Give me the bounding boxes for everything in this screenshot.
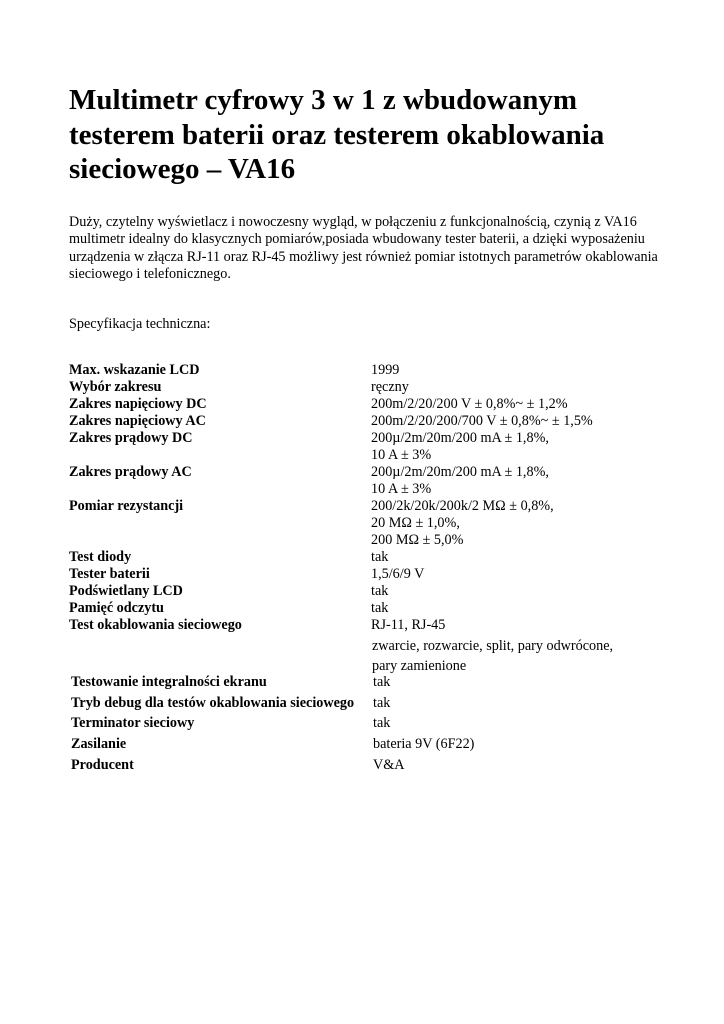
spec-value-line: 20 MΩ ± 1,0%, [371,515,460,531]
spec-row [71,734,671,755]
spec-value-line: 200 MΩ ± 5,0% [371,532,464,548]
spec-value [371,430,669,464]
spec-value-line: 200m/2/20/200 V ± 0,8%~ ± 1,2% [371,396,568,412]
spec-label: Zakres napięciowy DC [69,396,207,412]
spec-value [371,617,669,634]
spec-value: tak [373,673,391,690]
spec-heading: Specyfikacja techniczna: [69,316,211,332]
spec-value-line: 10 A ± 3% [371,447,432,463]
spec-label: Podświetlany LCD [69,583,183,599]
spec-label: Zakres prądowy DC [69,430,193,446]
spec-value [371,464,669,498]
spec-row [71,693,671,714]
spec-row [69,617,669,634]
spec-row [71,755,671,776]
spec-label: Zakres prądowy AC [69,464,192,480]
spec-label: Terminator sieciowy [71,715,195,732]
spec-label: Testowanie integralności ekranu [71,673,267,690]
spec-value-line: tak [371,549,389,565]
spec-value [371,549,669,566]
spec-label: Wybór zakresu [69,379,162,395]
spec-label: Zasilanie [71,735,127,752]
spec-value-line: RJ-11, RJ-45 [371,617,446,633]
spec-row [69,362,669,379]
spec-label: Tester baterii [69,566,150,582]
spec-row [69,566,669,583]
spec-value: tak [373,715,391,732]
spec-value [371,583,669,600]
spec-value [371,600,669,617]
spec-value: tak [373,694,391,711]
spec-value: bateria 9V (6F22) [373,735,475,752]
spec-row [69,396,669,413]
spec-value-line: 200µ/2m/20m/200 mA ± 1,8%, [371,464,549,480]
spec-value-line: tak [371,583,389,599]
spec-value [371,413,669,430]
spec-value-line: 10 A ± 3% [371,481,432,497]
spec-value [371,362,669,379]
spec-value [371,498,669,549]
spec-table-secondary [71,672,671,775]
spec-row [69,379,669,396]
spec-row [69,464,669,498]
spec-value-line: tak [371,600,389,616]
spec-row [69,498,669,549]
spec-label: Max. wskazanie LCD [69,362,200,378]
spec-row [69,583,669,600]
spec-value [371,566,669,583]
spec-row [69,549,669,566]
spec-label: Test diody [69,549,132,565]
spec-value-line: 1999 [371,362,400,378]
spec-extra-line: pary zamienione [372,658,467,674]
page-title: Multimetr cyfrowy 3 w 1 z wbudowanym testerem baterii oraz testerem okablowania sieciowego – VA16 [69,84,605,185]
intro-paragraph: Duży, czytelny wyświetlacz i nowoczesny wygląd, w połączeniu z funkcjonalnością, czynią z VA16 multimetr idealny do klasycznych pomiarów,posiada wbudowany tester baterii, a dzięki wyposażeniu urządzenia w złącza RJ-11 oraz RJ-45 możliwy jest również pomiar istotnych parametrów okablowania sieciowego i telefonicznego. [69,214,658,282]
spec-row [69,413,669,430]
spec-extra-line: zwarcie, rozwarcie, split, pary odwrócone, [372,638,614,654]
spec-row [69,600,669,617]
spec-label: Test okablowania sieciowego [69,617,242,633]
spec-label: Tryb debug dla testów okablowania sieciowego [71,694,355,711]
spec-extra-values [372,636,669,676]
spec-label: Producent [71,756,134,773]
spec-row [71,672,671,693]
spec-value-line: 200/2k/20k/200k/2 MΩ ± 0,8%, [371,498,554,514]
spec-value: V&A [373,756,405,773]
spec-value-line: 200m/2/20/200/700 V ± 0,8%~ ± 1,5% [371,413,593,429]
spec-row [71,713,671,734]
spec-value-line: 200µ/2m/20m/200 mA ± 1,8%, [371,430,549,446]
spec-label: Zakres napięciowy AC [69,413,206,429]
spec-value-line: ręczny [371,379,409,395]
spec-value-line: 1,5/6/9 V [371,566,425,582]
spec-value [371,396,669,413]
spec-label: Pomiar rezystancji [69,498,184,514]
spec-row [69,430,669,464]
spec-label: Pamięć odczytu [69,600,164,616]
spec-table [69,362,669,676]
spec-value [371,379,669,396]
